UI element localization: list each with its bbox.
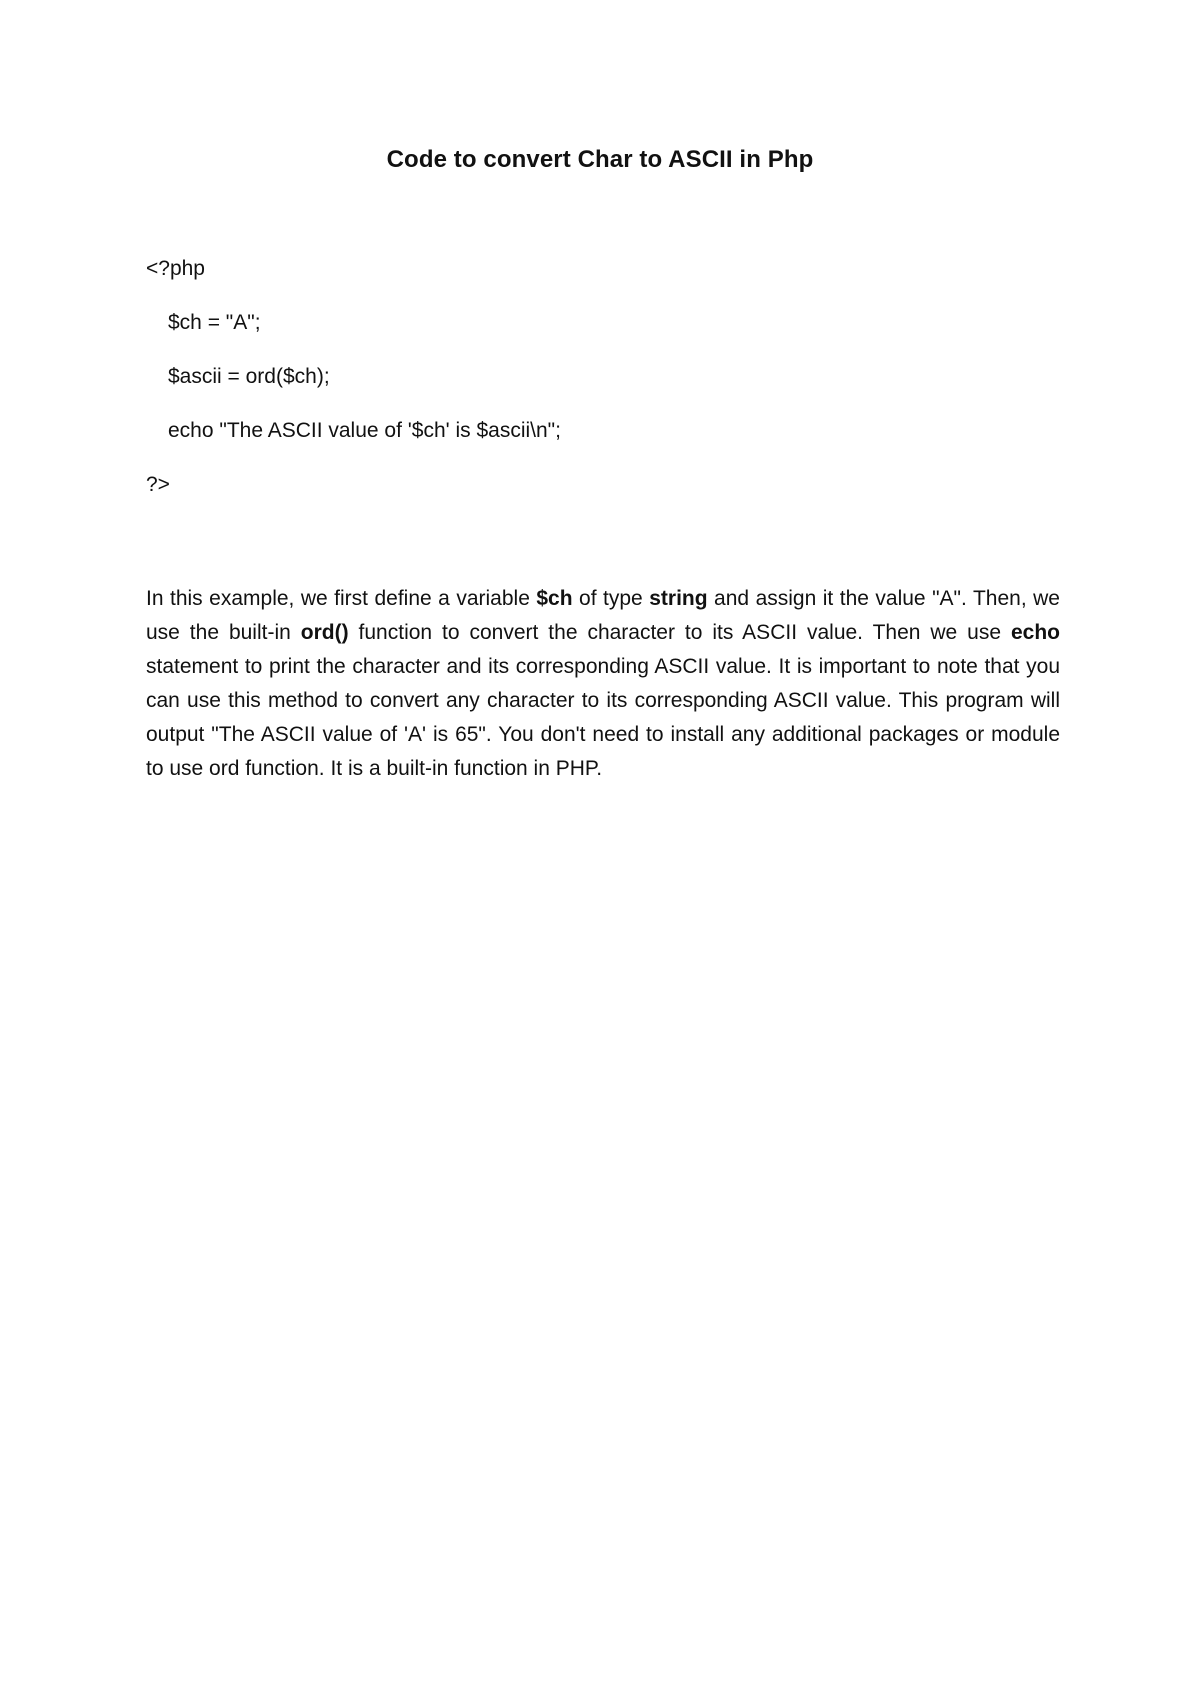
code-line-assign-char: $ch = "A"; <box>168 311 261 334</box>
explanation-paragraph <box>146 582 1060 786</box>
code-line-echo: echo "The ASCII value of '$ch' is $ascii\n"; <box>168 419 561 442</box>
paragraph-bold-echo: echo <box>1010 621 1060 644</box>
paragraph-text: of type <box>572 587 650 610</box>
code-line-close-tag: ?> <box>146 473 170 496</box>
paragraph-bold-variable: $ch <box>536 587 573 610</box>
paragraph-text: and assign it the value "A". Then, we use the built-in <box>146 587 1060 644</box>
paragraph-text: statement to print the character and its corresponding ASCII value. It is important to note that you can use this method to convert any character to its corresponding ASCII value. This program will output "The ASCII value of 'A' is 65". You don't need to install any additional packages or module to use ord function. It is a built-in function in PHP. <box>146 655 1060 780</box>
code-block <box>146 255 561 525</box>
page-title: Code to convert Char to ASCII in Php <box>386 146 814 173</box>
paragraph-text: In this example, we first define a variable <box>146 587 537 610</box>
paragraph-bold-type: string <box>649 587 708 610</box>
code-line-open-tag: <?php <box>146 257 205 280</box>
paragraph-text: function to convert the character to its ASCII value. Then we use <box>348 621 1011 644</box>
code-line-assign-ascii: $ascii = ord($ch); <box>168 365 330 388</box>
paragraph-bold-function: ord() <box>300 621 349 644</box>
